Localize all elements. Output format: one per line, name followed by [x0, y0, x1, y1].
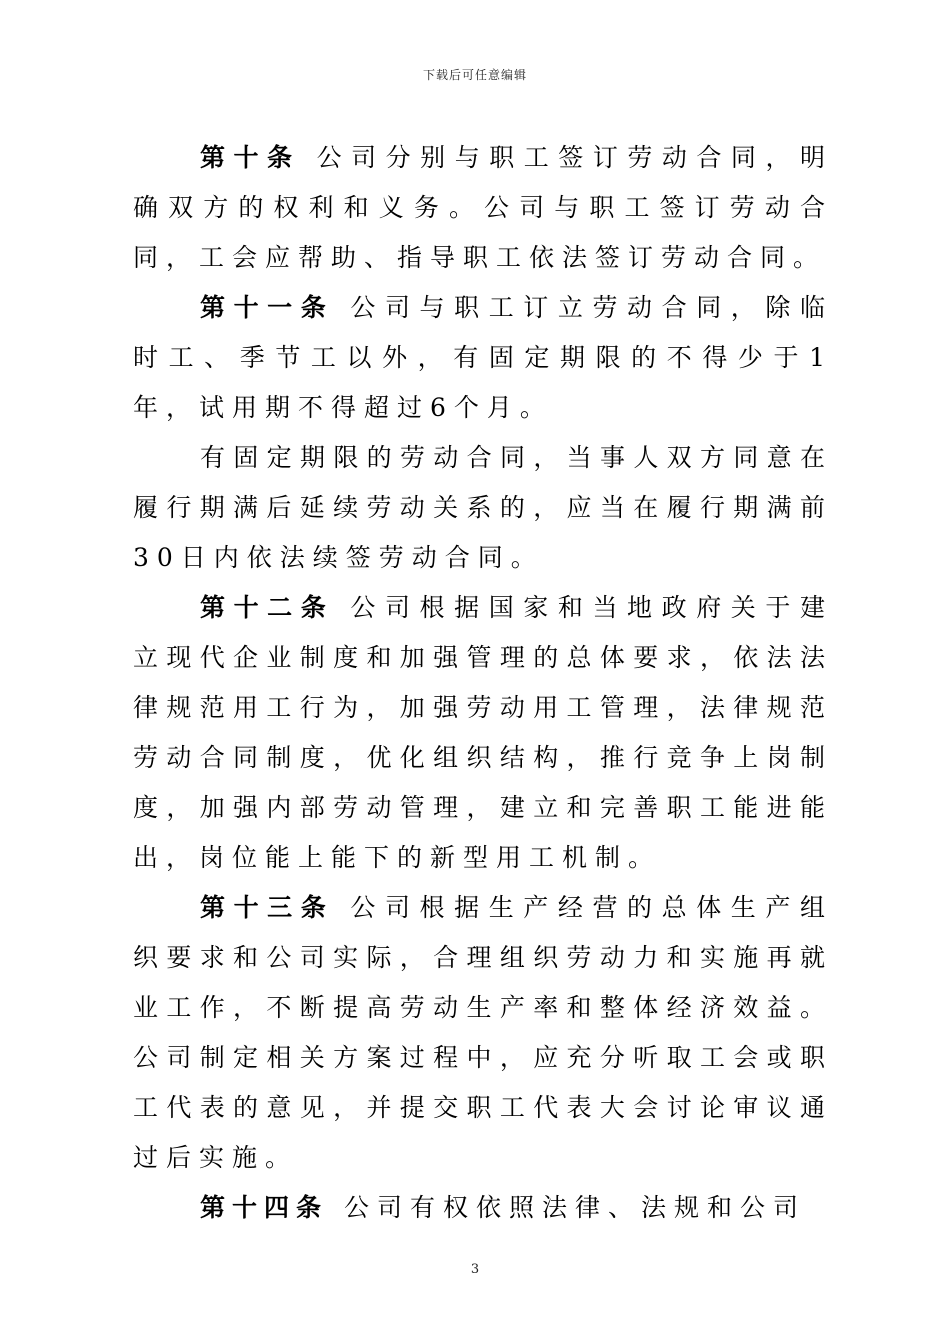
paragraph-text: 公司根据生产经营的总体生产组织要求和公司实际，合理组织劳动力和实施再就业工作，不断提高劳动生产率和整体经济效益。公司制定相关方案过程中，应充分听取工会或职工代表的意见，并提交职工代表大会讨论审议通过后实施。: [133, 893, 833, 1172]
paragraph-article-13: [133, 883, 833, 1183]
header-note: 下载后可任意编辑: [422, 68, 527, 82]
article-heading: 第十二条: [200, 593, 335, 622]
paragraph-article-14: [133, 1183, 833, 1233]
paragraph-text: 公司根据国家和当地政府关于建立现代企业制度和加强管理的总体要求，依法法律规范用工行为，加强劳动用工管理，法律规范劳动合同制度，优化组织结构，推行竞争上岗制度，加强内部劳动管理，建立和完善职工能进能出，岗位能上能下的新型用工机制。: [133, 593, 833, 872]
page-number: 3: [470, 1262, 480, 1277]
article-heading: 第十条: [200, 143, 301, 172]
document-body: [133, 133, 833, 1233]
paragraph-fixed-term: [133, 433, 833, 583]
paragraph-text: 公司有权依照法律、法规和公司: [344, 1193, 807, 1222]
paragraph-article-11: [133, 283, 833, 433]
paragraph-text: 公司分别与职工签订劳动合同，明确双方的权利和义务。公司与职工签订劳动合同，工会应帮助、指导职工依法签订劳动合同。: [133, 143, 833, 272]
paragraph-article-10: [133, 133, 833, 283]
paragraph-article-12: [133, 583, 833, 883]
article-heading: 第十四条: [200, 1193, 329, 1222]
paragraph-text: 公司与职工订立劳动合同，除临时工、季节工以外，有固定期限的不得少于1年，试用期不得超过6个月。: [133, 293, 833, 422]
article-heading: 第十一条: [200, 293, 335, 322]
article-heading: 第十三条: [200, 893, 335, 922]
paragraph-text: 有固定期限的劳动合同，当事人双方同意在履行期满后延续劳动关系的，应当在履行期满前30日内依法续签劳动合同。: [133, 443, 833, 572]
